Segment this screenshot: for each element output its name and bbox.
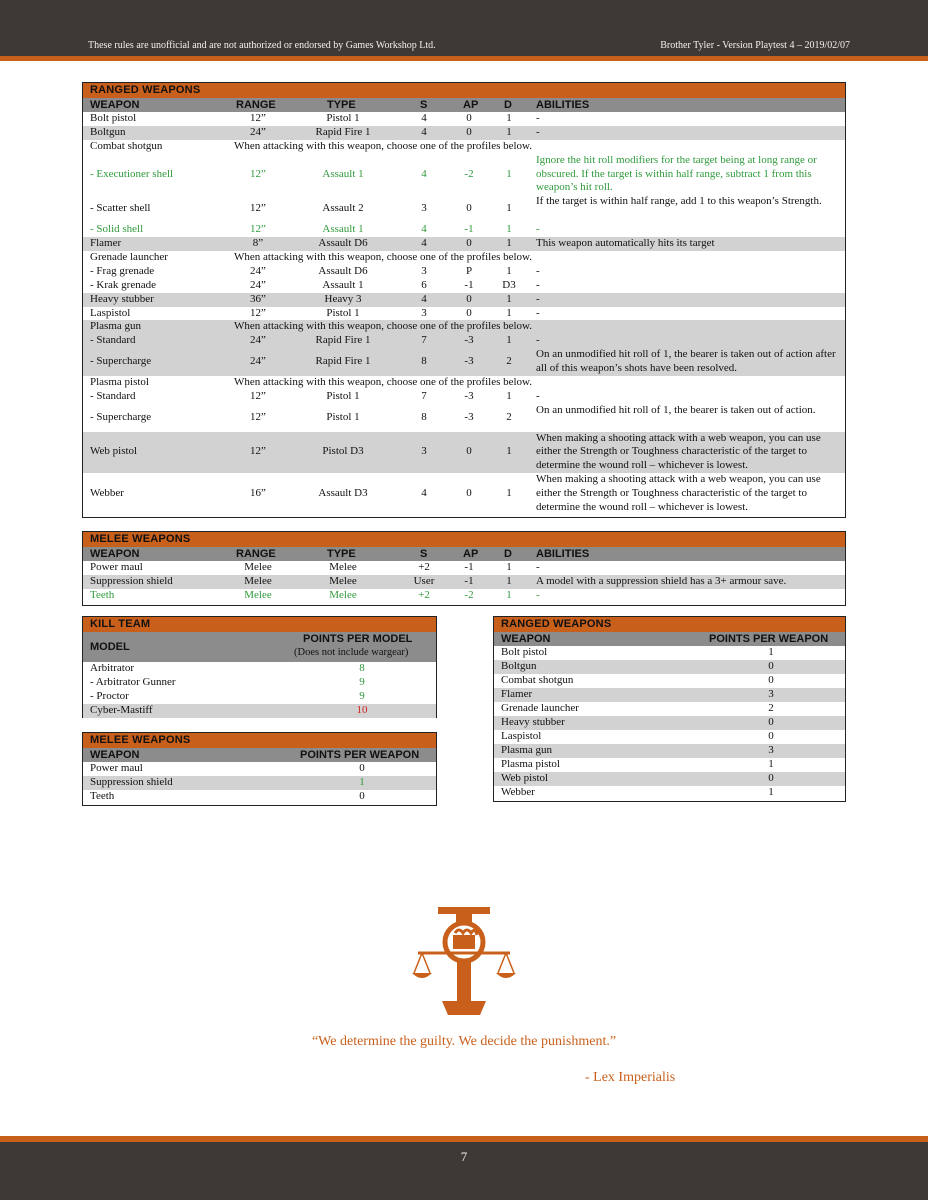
weapon-name: Grenade launcher (90, 250, 168, 263)
melee-points-table (82, 732, 437, 806)
points-value: 0 (768, 660, 774, 672)
strength-cell: 3 (421, 306, 427, 319)
weapon-name: Laspistol (90, 306, 131, 319)
weapon-row (83, 265, 845, 279)
weapon-name: Heavy stubber (90, 292, 154, 305)
col-points-per-weapon: POINTS PER WEAPON (300, 749, 420, 761)
weapon-name: Teeth (90, 790, 115, 802)
type-cell: Pistol 1 (326, 112, 360, 124)
weapon-name: Plasma pistol (90, 375, 149, 388)
weapon-name-row (83, 762, 436, 776)
col-weapon: WEAPON (90, 749, 140, 761)
strength-cell: 7 (421, 389, 427, 402)
damage-cell: 1 (506, 237, 512, 250)
ap-cell: 0 (466, 445, 472, 458)
type-cell: Assault D6 (318, 264, 368, 277)
model-name-row (83, 662, 436, 676)
weapon-name: Bolt pistol (501, 646, 548, 658)
col-points-per-weapon: POINTS PER WEAPON (709, 633, 829, 645)
model-name-row (83, 676, 436, 690)
weapon-name: Laspistol (501, 730, 542, 742)
weapon-name: - Supercharge (90, 355, 152, 368)
profile-note: When attacking with this weapon, choose one of the profiles below. (234, 320, 533, 333)
abilities-cell: A model with a suppression shield has a 3+ armour save. (536, 574, 787, 587)
profile-note: When attacking with this weapon, choose one of the profiles below. (234, 139, 533, 152)
abilities-cell: - (536, 292, 540, 305)
strength-cell: 3 (421, 264, 427, 277)
weapon-row (83, 307, 845, 321)
ap-cell: -1 (464, 561, 474, 573)
abilities-cell: If the target is within half range, add 1 to this weapon’s Strength. (536, 195, 822, 208)
weapon-name: Webber (501, 786, 535, 798)
strength-cell: 3 (421, 445, 427, 458)
weapon-name-row (494, 660, 845, 674)
quote-text: “We determine the guilty. We decide the punishment.” (311, 1034, 617, 1049)
ap-cell: -1 (464, 223, 474, 236)
col-weapon: WEAPON (501, 633, 551, 645)
type-cell: Assault 1 (322, 278, 364, 291)
weapon-name-row (494, 716, 845, 730)
ap-cell: 0 (466, 202, 472, 215)
type-cell: Melee (329, 588, 357, 601)
profile-note: When attacking with this weapon, choose one of the profiles below. (234, 250, 533, 263)
range-cell: 12” (250, 112, 266, 124)
col-model: MODEL (90, 641, 130, 653)
abilities-cell: When making a shooting attack with a web weapon, you can use either the Strength or Toughness characteristic of the target to determine the wound roll – whichever is lowest. (536, 431, 821, 472)
abilities-cell: - (536, 278, 540, 291)
strength-cell: 7 (421, 334, 427, 347)
damage-cell: 1 (506, 389, 512, 402)
weapon-name: - Solid shell (90, 223, 144, 236)
weapon-name: Web pistol (90, 445, 138, 458)
weapon-name: - Krak grenade (90, 278, 156, 291)
kill-team-points-table (82, 616, 437, 718)
weapon-name: Teeth (90, 588, 115, 601)
melee-weapons-header-row (83, 547, 845, 561)
col-d: D (504, 548, 512, 560)
col-s: S (420, 99, 428, 111)
ranged-points-header-row (494, 632, 845, 646)
points-value: 0 (359, 790, 365, 802)
kill-team-body (83, 662, 436, 718)
abilities-cell: On an unmodified hit roll of 1, the bearer is taken out of action after all of this weapon’s shots have been resolved. (536, 348, 836, 375)
weapon-name: Boltgun (90, 125, 126, 138)
range-cell: 24” (250, 278, 266, 291)
ap-cell: -2 (464, 588, 474, 601)
weapon-row (83, 390, 845, 404)
weapon-name: Combat shotgun (90, 139, 163, 152)
type-cell: Heavy 3 (324, 292, 362, 305)
col-range: RANGE (236, 99, 276, 111)
adeptus-arbites-emblem-icon (412, 905, 516, 1017)
weapon-name: Plasma pistol (501, 758, 560, 770)
ap-cell: 0 (466, 306, 472, 319)
ap-cell: -1 (464, 278, 474, 291)
type-cell: Assault 1 (322, 223, 364, 236)
type-cell: Pistol 1 (326, 410, 360, 423)
strength-cell: 4 (421, 223, 427, 236)
abilities-cell: - (536, 112, 540, 124)
kill-team-header-row (83, 632, 436, 662)
points-value: 0 (768, 730, 774, 742)
type-cell: Rapid Fire 1 (315, 334, 371, 347)
range-cell: 12” (250, 389, 266, 402)
model-name: - Arbitrator Gunner (90, 676, 176, 688)
points-value: 1 (768, 758, 774, 770)
range-cell: Melee (244, 561, 272, 573)
type-cell: Pistol 1 (326, 306, 360, 319)
damage-cell: 1 (506, 223, 512, 236)
weapon-name: - Frag grenade (90, 264, 155, 277)
ranged-weapons-body (83, 112, 845, 515)
points-value: 3 (768, 688, 774, 700)
damage-cell: 2 (506, 355, 512, 368)
strength-cell: 6 (421, 278, 427, 291)
ap-cell: -3 (464, 389, 474, 402)
range-cell: Melee (244, 588, 272, 601)
ranged-weapons-header-row (83, 98, 845, 112)
abilities-cell: On an unmodified hit roll of 1, the bearer is taken out of action. (536, 403, 816, 416)
strength-cell: 4 (421, 487, 427, 500)
range-cell: 12” (250, 167, 266, 180)
abilities-cell: - (536, 588, 540, 601)
weapon-name-row (494, 730, 845, 744)
ap-cell: 0 (466, 237, 472, 250)
weapon-name-row (83, 790, 436, 804)
weapon-name: Flamer (90, 237, 122, 250)
strength-cell: 3 (421, 202, 427, 215)
abilities-cell: - (536, 334, 540, 347)
weapon-name: - Standard (90, 389, 136, 402)
ap-cell: -2 (464, 167, 474, 180)
damage-cell: 1 (506, 588, 512, 601)
points-value: 0 (768, 674, 774, 686)
weapon-row (83, 376, 845, 390)
melee-points-title: MELEE WEAPONS (83, 733, 436, 748)
type-cell: Rapid Fire 1 (315, 125, 371, 138)
range-cell: 12” (250, 306, 266, 319)
weapon-name-row (83, 776, 436, 790)
ranged-weapons-title: RANGED WEAPONS (83, 83, 845, 98)
kill-team-title: KILL TEAM (83, 617, 436, 632)
weapon-name-row (494, 786, 845, 800)
range-cell: 12” (250, 202, 266, 215)
weapon-row (83, 334, 845, 348)
ranged-points-table (493, 616, 846, 802)
weapon-name-row (494, 674, 845, 688)
strength-cell: +2 (418, 588, 430, 601)
weapon-row (83, 320, 845, 334)
weapon-name: Power maul (90, 762, 143, 774)
col-d: D (504, 99, 512, 111)
abilities-cell: - (536, 389, 540, 402)
abilities-cell: - (536, 125, 540, 138)
points-value: 1 (768, 786, 774, 798)
ap-cell: -3 (464, 334, 474, 347)
points-value: 10 (356, 704, 368, 716)
weapon-name: Webber (90, 487, 124, 500)
model-name: Cyber-Mastiff (90, 704, 153, 716)
ap-cell: -3 (464, 410, 474, 423)
range-cell: 24” (250, 125, 266, 138)
points-value: 1 (768, 646, 774, 658)
damage-cell: 1 (506, 445, 512, 458)
weapon-name: - Scatter shell (90, 202, 151, 215)
weapon-row (83, 575, 845, 589)
strength-cell: 4 (421, 112, 427, 124)
damage-cell: 1 (506, 292, 512, 305)
weapon-name: - Executioner shell (90, 167, 174, 180)
weapon-name: Plasma gun (90, 320, 142, 333)
points-value: 0 (359, 762, 365, 774)
weapon-row (83, 112, 845, 126)
points-note: (Does not include wargear) (294, 647, 409, 658)
weapon-row (83, 223, 845, 237)
weapon-row (83, 561, 845, 575)
weapon-name-row (494, 772, 845, 786)
damage-cell: D3 (502, 278, 516, 291)
range-cell: 12” (250, 445, 266, 458)
col-ap: AP (463, 99, 479, 111)
strength-cell: User (413, 574, 435, 587)
type-cell: Melee (329, 561, 357, 573)
weapon-row (83, 589, 845, 603)
weapon-name: Heavy stubber (501, 716, 565, 728)
melee-weapons-table (82, 531, 846, 606)
col-ap: AP (463, 548, 479, 560)
weapon-name: Boltgun (501, 660, 537, 672)
weapon-name-row (494, 758, 845, 772)
range-cell: 12” (250, 410, 266, 423)
ranged-points-title: RANGED WEAPONS (494, 617, 845, 632)
strength-cell: 8 (421, 355, 427, 368)
points-value: 0 (768, 772, 774, 784)
model-name-row (83, 704, 436, 718)
melee-weapons-body (83, 561, 845, 603)
ap-cell: P (465, 264, 473, 277)
weapon-row (83, 140, 845, 154)
type-cell: Assault D3 (318, 487, 368, 500)
abilities-cell: Ignore the hit roll modifiers for the target being at long range or obscured. If the target is within half range, subtract 1 from this weapon’s hit roll. (536, 153, 817, 194)
col-weapon: WEAPON (90, 548, 140, 560)
abilities-cell: This weapon automatically hits its target (536, 237, 715, 250)
weapon-name-row (494, 702, 845, 716)
damage-cell: 1 (506, 264, 512, 277)
points-value: 3 (768, 744, 774, 756)
weapon-name: Bolt pistol (90, 112, 137, 124)
damage-cell: 1 (506, 574, 512, 587)
abilities-cell: - (536, 306, 540, 319)
strength-cell: 4 (421, 237, 427, 250)
weapon-name: Flamer (501, 688, 533, 700)
range-cell: 36” (250, 292, 266, 305)
strength-cell: 4 (421, 125, 427, 138)
weapon-name: - Standard (90, 334, 136, 347)
damage-cell: 1 (506, 561, 512, 573)
version-text: Brother Tyler - Version Playtest 4 – 2019/02/07 (660, 40, 850, 51)
weapon-name: Suppression shield (90, 574, 173, 587)
model-name-row (83, 690, 436, 704)
abilities-cell: - (536, 264, 540, 277)
weapon-row (83, 126, 845, 140)
col-s: S (420, 548, 428, 560)
weapon-row (83, 154, 845, 196)
weapon-name: Power maul (90, 561, 143, 573)
weapon-name-row (494, 646, 845, 660)
type-cell: Melee (329, 574, 357, 587)
abilities-cell: - (536, 561, 540, 573)
weapon-name-row (494, 744, 845, 758)
damage-cell: 1 (506, 112, 512, 124)
col-weapon: WEAPON (90, 99, 140, 111)
weapon-row (83, 473, 845, 515)
damage-cell: 1 (506, 125, 512, 138)
col-points-per-model: POINTS PER MODEL (303, 633, 413, 645)
profile-note: When attacking with this weapon, choose one of the profiles below. (234, 375, 533, 388)
ap-cell: -3 (464, 355, 474, 368)
type-cell: Pistol 1 (326, 389, 360, 402)
damage-cell: 2 (506, 410, 512, 423)
ap-cell: 0 (466, 112, 472, 124)
points-value: 9 (359, 690, 365, 702)
points-value: 0 (768, 716, 774, 728)
page-number: 7 (460, 1149, 468, 1164)
col-type: TYPE (327, 548, 356, 560)
melee-weapons-title: MELEE WEAPONS (83, 532, 845, 547)
damage-cell: 1 (506, 202, 512, 215)
range-cell: 24” (250, 264, 266, 277)
melee-points-header-row (83, 748, 436, 762)
range-cell: 24” (250, 334, 266, 347)
points-value: 1 (359, 776, 365, 788)
damage-cell: 1 (506, 306, 512, 319)
weapon-row (83, 195, 845, 223)
weapon-row (83, 237, 845, 251)
col-abilities: ABILITIES (536, 548, 590, 560)
ranged-weapons-table (82, 82, 846, 518)
model-name: - Proctor (90, 690, 129, 702)
weapon-name: Suppression shield (90, 776, 173, 788)
range-cell: 16” (250, 487, 266, 500)
type-cell: Rapid Fire 1 (315, 355, 371, 368)
melee-points-body (83, 762, 436, 804)
strength-cell: 4 (421, 292, 427, 305)
damage-cell: 1 (506, 487, 512, 500)
weapon-row (83, 279, 845, 293)
range-cell: 8” (252, 237, 264, 250)
col-abilities: ABILITIES (536, 99, 590, 111)
ap-cell: -1 (464, 574, 474, 587)
points-value: 9 (359, 676, 365, 688)
header-accent-stripe (0, 56, 928, 61)
weapon-name: Combat shotgun (501, 674, 574, 686)
type-cell: Assault 1 (322, 167, 364, 180)
col-range: RANGE (236, 548, 276, 560)
col-type: TYPE (327, 99, 356, 111)
range-cell: 24” (250, 355, 266, 368)
abilities-cell: - (536, 223, 540, 236)
type-cell: Pistol D3 (322, 445, 364, 458)
strength-cell: 4 (421, 167, 427, 180)
ranged-points-body (494, 646, 845, 800)
disclaimer-text: These rules are unofficial and are not authorized or endorsed by Games Workshop Ltd. (88, 40, 436, 51)
weapon-name: - Supercharge (90, 410, 152, 423)
ap-cell: 0 (466, 125, 472, 138)
type-cell: Assault 2 (322, 202, 364, 215)
points-value: 2 (768, 702, 774, 714)
ap-cell: 0 (466, 292, 472, 305)
abilities-cell: When making a shooting attack with a web weapon, you can use either the Strength or Toughness characteristic of the target to determine the wound roll – whichever is lowest. (536, 473, 821, 514)
weapon-name: Grenade launcher (501, 702, 579, 714)
type-cell: Assault D6 (318, 237, 368, 250)
weapon-name: Plasma gun (501, 744, 553, 756)
range-cell: 12” (250, 223, 266, 236)
strength-cell: +2 (418, 561, 430, 573)
model-name: Arbitrator (90, 662, 134, 674)
damage-cell: 1 (506, 334, 512, 347)
points-value: 8 (359, 662, 365, 674)
strength-cell: 8 (421, 410, 427, 423)
weapon-row (83, 404, 845, 432)
weapon-name-row (494, 688, 845, 702)
weapon-row (83, 293, 845, 307)
ap-cell: 0 (466, 487, 472, 500)
range-cell: Melee (244, 574, 272, 587)
weapon-row (83, 348, 845, 376)
damage-cell: 1 (506, 167, 512, 180)
weapon-name: Web pistol (501, 772, 549, 784)
weapon-row (83, 251, 845, 265)
quote-attribution: - Lex Imperialis (585, 1070, 676, 1085)
weapon-row (83, 432, 845, 474)
